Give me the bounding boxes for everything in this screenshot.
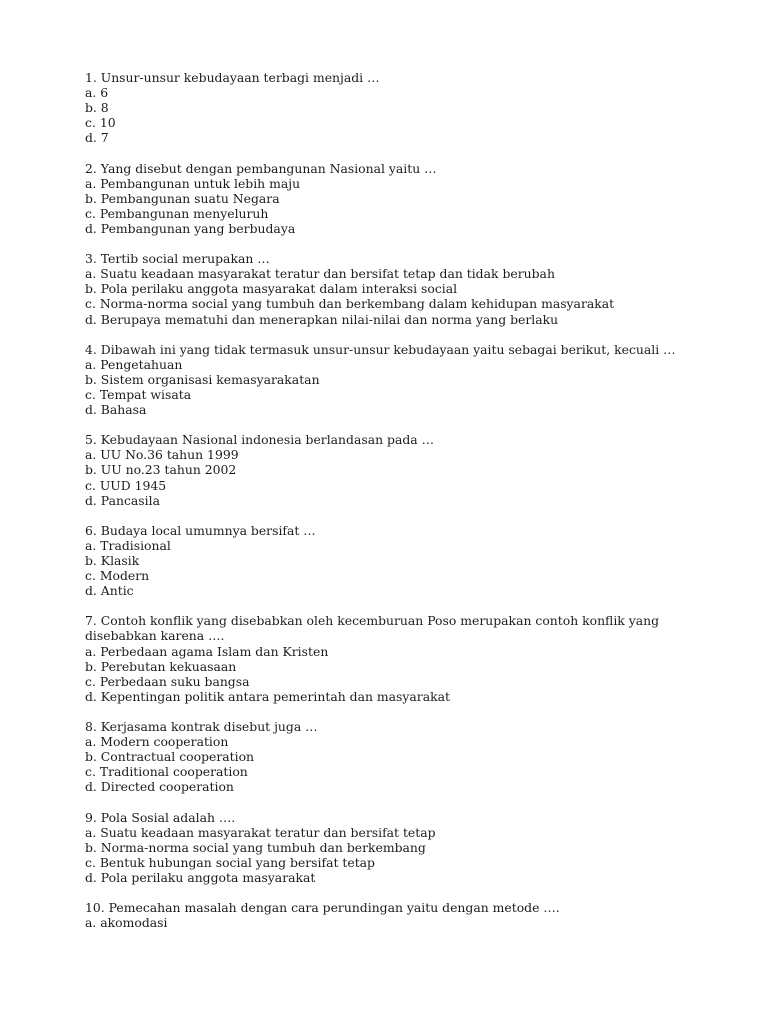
option-c: c. UUD 1945 (85, 477, 167, 493)
option-d: d. Bahasa (85, 402, 147, 418)
question-2 (85, 161, 725, 236)
question-7 (85, 613, 725, 704)
question-text: 10. Pemecahan masalah dengan cara perundingan yaitu dengan metode …. (85, 900, 560, 916)
option-a: a. Modern cooperation (85, 734, 229, 750)
question-text: 9. Pola Sosial adalah …. (85, 809, 236, 825)
question-5 (85, 432, 725, 507)
option-a: a. Tradisional (85, 537, 171, 553)
option-b: b. Contractual cooperation (85, 749, 255, 765)
question-text: 8. Kerjasama kontrak disebut juga … (85, 719, 318, 735)
option-d: d. Berupaya mematuhi dan menerapkan nilai-nilai dan norma yang berlaku (85, 311, 559, 327)
option-b: b. Pola perilaku anggota masyarakat dalam interaksi social (85, 281, 458, 297)
option-b: b. Perebutan kekuasaan (85, 658, 237, 674)
option-a: a. UU No.36 tahun 1999 (85, 447, 239, 463)
option-a: a. Pengetahuan (85, 356, 183, 372)
question-text: 6. Budaya local umumnya bersifat … (85, 522, 316, 538)
question-3 (85, 251, 725, 326)
question-text: 7. Contoh konflik yang disebabkan oleh kecemburuan Poso merupakan contoh konflik yang disebabkan karena …. (85, 613, 663, 644)
option-d: d. Directed cooperation (85, 779, 234, 795)
option-a: a. Suatu keadaan masyarakat teratur dan bersifat tetap (85, 824, 436, 840)
option-b: b. Norma-norma social yang tumbuh dan berkembang (85, 839, 426, 855)
option-a: a. Perbedaan agama Islam dan Kristen (85, 643, 329, 659)
option-d: d. Pembangunan yang berbudaya (85, 220, 296, 236)
question-text: 4. Dibawah ini yang tidak termasuk unsur-unsur kebudayaan yaitu sebagai berikut, kecuali … (85, 341, 676, 357)
option-b: b. Klasik (85, 553, 140, 568)
option-a: a. Pembangunan untuk lebih maju (85, 175, 301, 191)
option-c: c. Traditional cooperation (85, 764, 248, 780)
option-d: d. Antic (85, 583, 134, 599)
question-9 (85, 810, 725, 885)
question-text: 3. Tertib social merupakan … (85, 251, 270, 267)
question-4 (85, 342, 725, 417)
question-8 (85, 719, 725, 794)
option-b: b. Pembangunan suatu Negara (85, 190, 280, 206)
option-c: c. Modern (85, 568, 150, 584)
question-10 (85, 900, 725, 930)
option-c: c. 10 (85, 115, 116, 131)
option-b: b. UU no.23 tahun 2002 (85, 462, 237, 478)
document-page (85, 70, 725, 945)
option-c: c. Perbedaan suku bangsa (85, 673, 250, 689)
option-a: a. 6 (85, 85, 109, 101)
option-a: a. akomodasi (85, 915, 168, 931)
option-b: b. 8 (85, 100, 109, 116)
question-1 (85, 70, 725, 145)
question-text: 2. Yang disebut dengan pembangunan Nasional yaitu … (85, 160, 437, 176)
option-a: a. Suatu keadaan masyarakat teratur dan bersifat tetap dan tidak berubah (85, 266, 555, 282)
option-d: d. Kepentingan politik antara pemerintah dan masyarakat (85, 688, 450, 704)
option-d: d. 7 (85, 130, 109, 146)
option-b: b. Sistem organisasi kemasyarakatan (85, 371, 320, 387)
option-c: c. Tempat wisata (85, 386, 192, 402)
option-d: d. Pola perilaku anggota masyarakat (85, 869, 316, 885)
option-c: c. Bentuk hubungan social yang bersifat tetap (85, 854, 375, 870)
option-c: c. Pembangunan menyeluruh (85, 205, 269, 221)
question-6 (85, 523, 725, 598)
question-text: 1. Unsur-unsur kebudayaan terbagi menjadi … (85, 70, 380, 85)
option-d: d. Pancasila (85, 492, 160, 508)
option-c: c. Norma-norma social yang tumbuh dan berkembang dalam kehidupan masyarakat (85, 296, 615, 312)
question-text: 5. Kebudayaan Nasional indonesia berlandasan pada … (85, 432, 434, 448)
